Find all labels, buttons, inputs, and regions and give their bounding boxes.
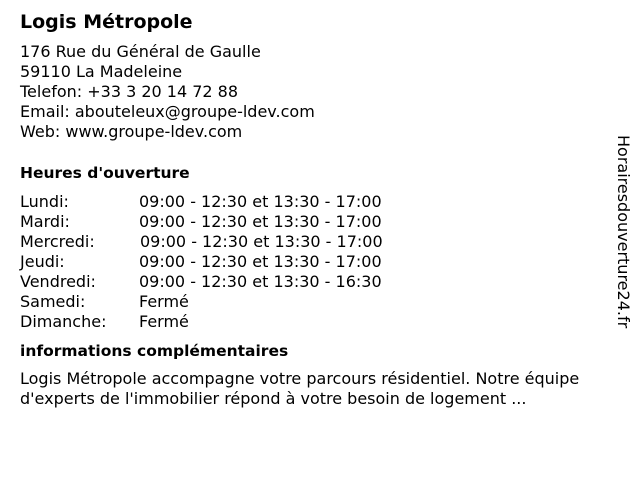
hours-value: 09:00 - 12:30 et 13:30 - 16:30: [139, 272, 382, 291]
hours-value: 09:00 - 12:30 et 13:30 - 17:00: [139, 252, 382, 271]
hours-row-thursday: [20, 252, 610, 272]
day-label: Mercredi:: [20, 232, 95, 251]
hours-row-friday: [20, 272, 610, 292]
opening-hours-table: [20, 192, 610, 332]
address-street: 176 Rue du Général de Gaulle: [20, 42, 261, 61]
website-link[interactable]: Web: www.groupe-ldev.com: [20, 122, 243, 141]
day-label: Lundi:: [20, 192, 69, 211]
day-label: Samedi:: [20, 292, 86, 311]
hours-row-wednesday: [20, 232, 610, 252]
day-label: Dimanche:: [20, 312, 107, 331]
business-card: [20, 10, 610, 409]
day-label: Jeudi:: [20, 252, 65, 271]
day-label: Vendredi:: [20, 272, 96, 291]
phone-number[interactable]: Telefon: +33 3 20 14 72 88: [20, 82, 239, 101]
hours-row-monday: [20, 192, 610, 212]
hours-value: 09:00 - 12:30 et 13:30 - 17:00: [140, 232, 383, 251]
opening-hours-heading: Heures d'ouverture: [20, 164, 190, 182]
hours-value: Fermé: [139, 292, 189, 311]
address-city: 59110 La Madeleine: [20, 62, 183, 81]
additional-info-text: Logis Métropole accompagne votre parcours résidentiel. Notre équipe d'experts de l'immobilier répond à votre besoin de logement ...: [20, 369, 580, 408]
hours-row-sunday: [20, 312, 610, 332]
hours-row-saturday: [20, 292, 610, 312]
additional-info-heading: informations complémentaires: [20, 342, 289, 360]
hours-row-tuesday: [20, 212, 610, 232]
site-watermark: Horairesdouverture24.fr: [614, 135, 633, 329]
hours-value: Fermé: [139, 312, 189, 331]
business-name: Logis Métropole: [20, 11, 193, 33]
hours-value: 09:00 - 12:30 et 13:30 - 17:00: [139, 212, 382, 231]
hours-value: 09:00 - 12:30 et 13:30 - 17:00: [139, 192, 382, 211]
email-address[interactable]: Email: abouteleux@groupe-ldev.com: [20, 102, 315, 121]
day-label: Mardi:: [20, 212, 70, 231]
